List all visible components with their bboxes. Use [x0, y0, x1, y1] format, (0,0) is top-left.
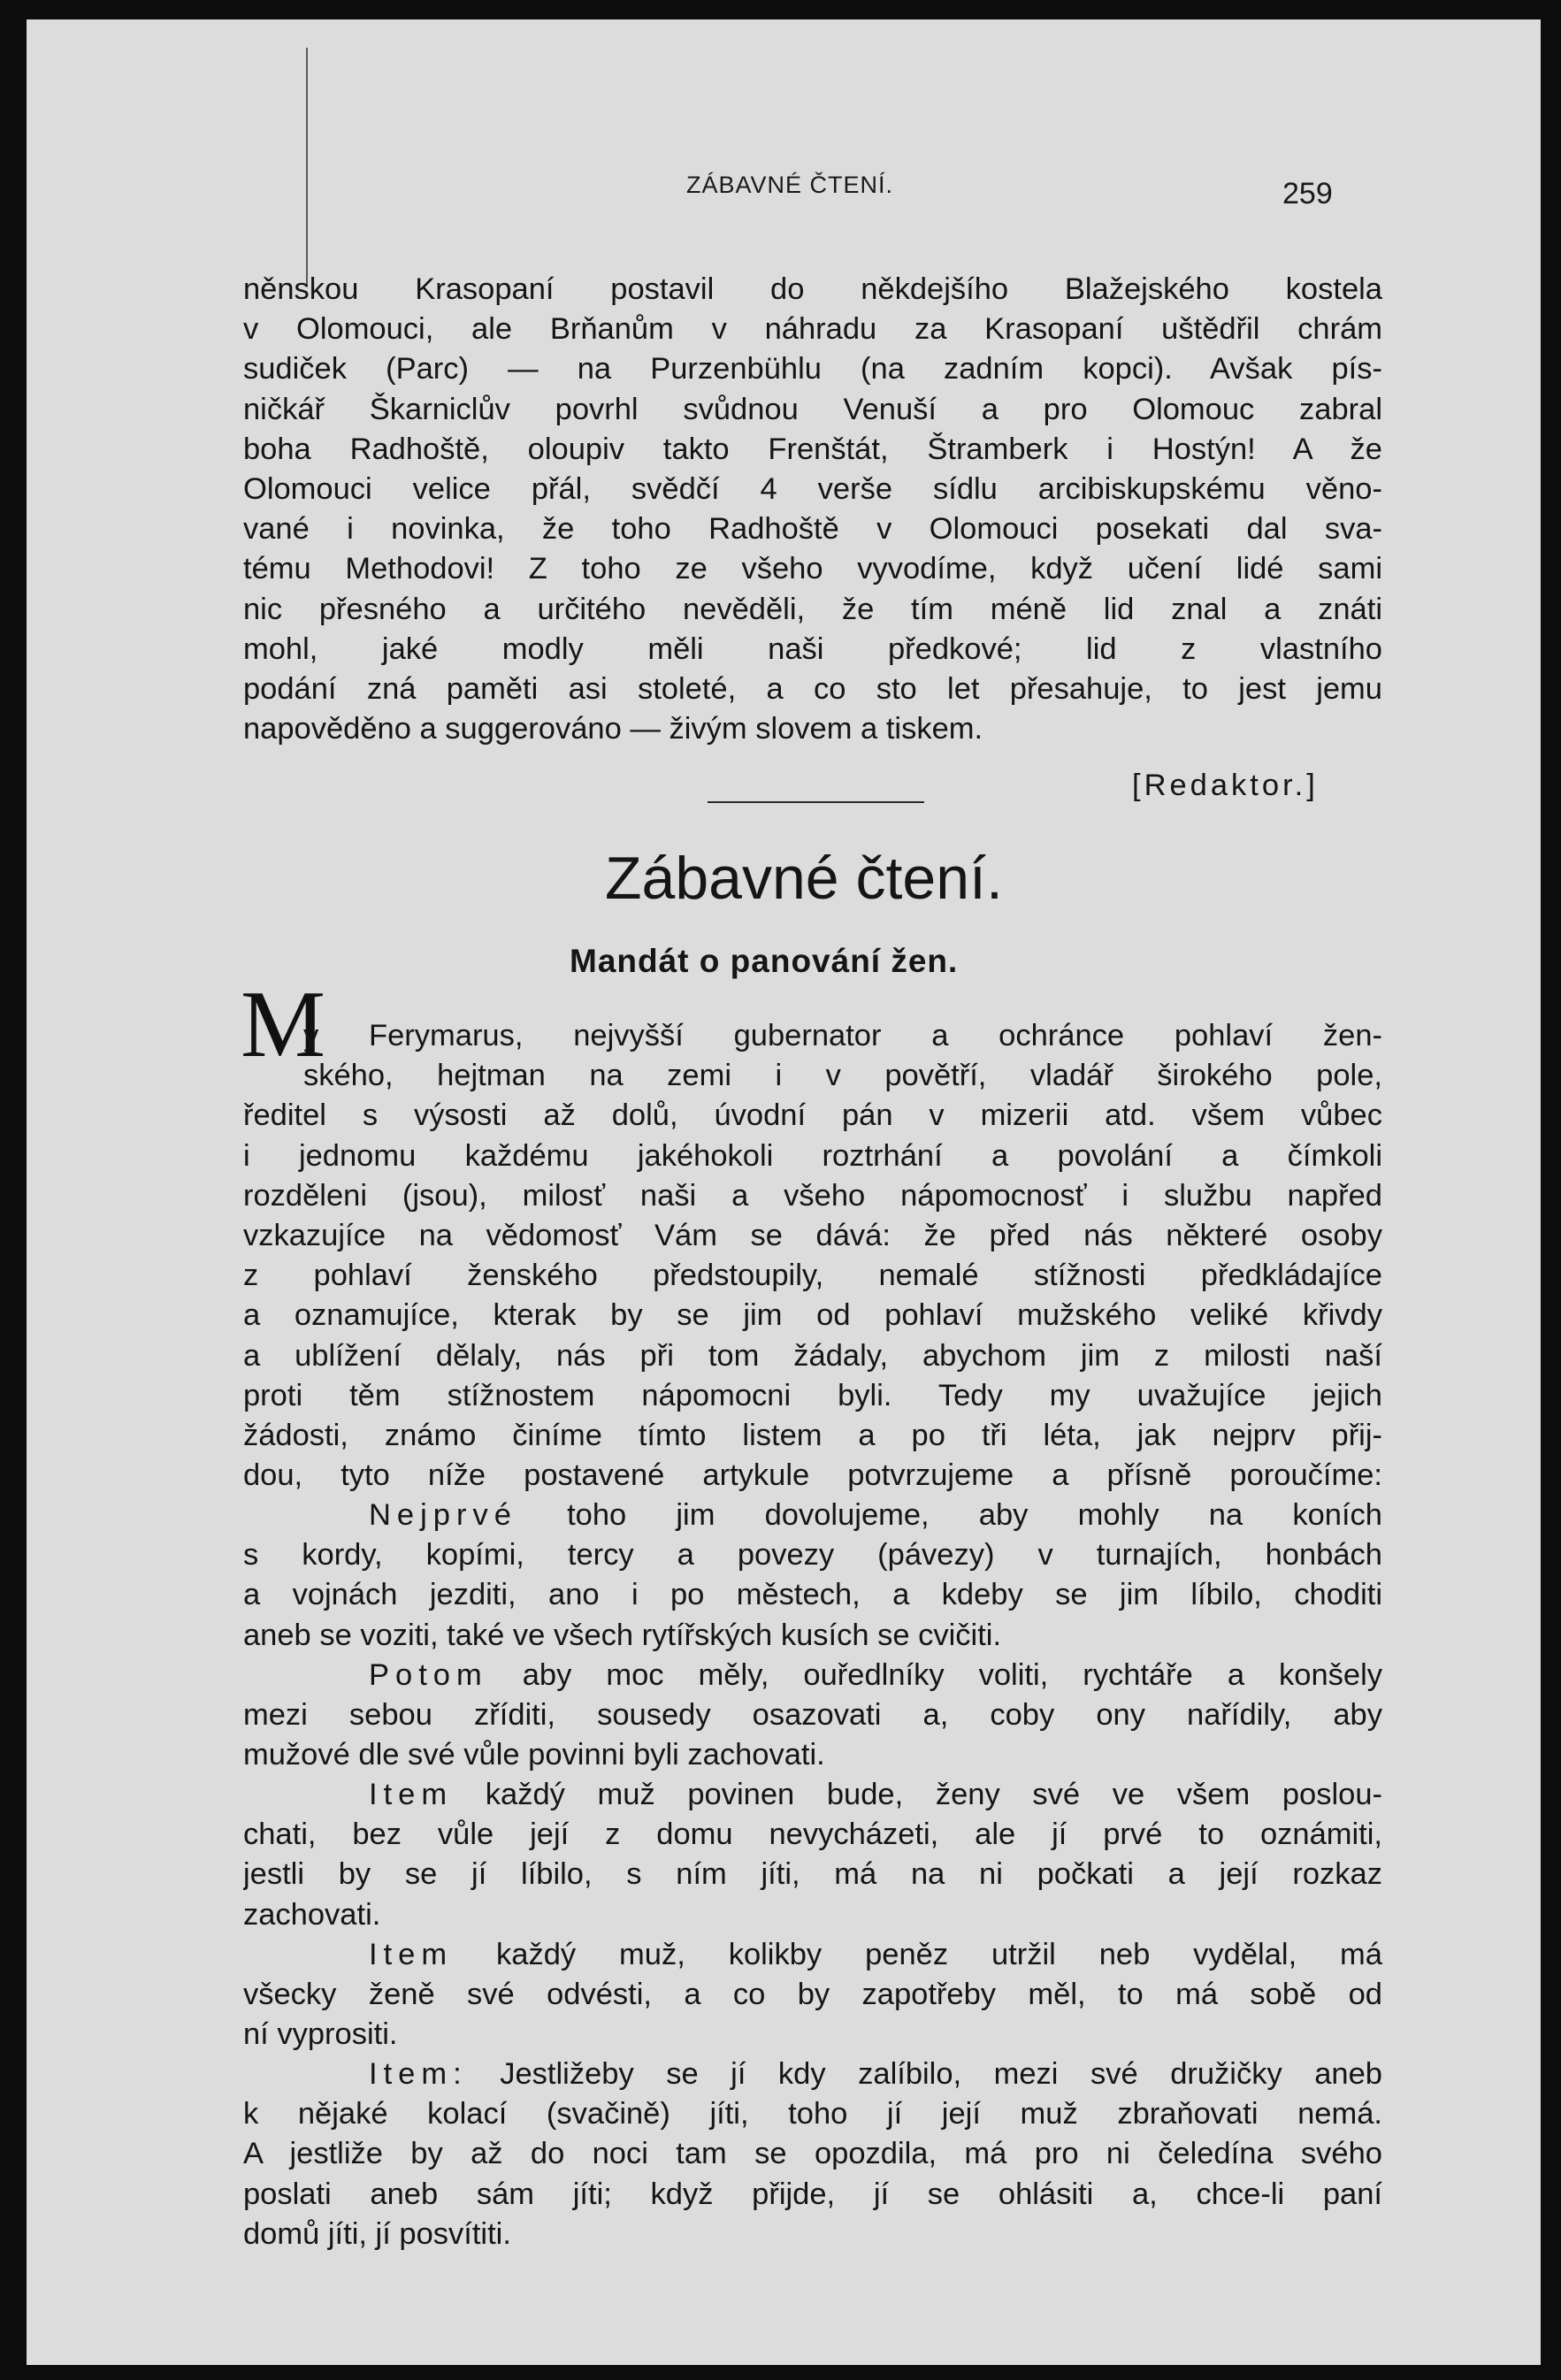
text-line: podání zná paměti asi stoleté, a co sto let přesahuje, to jest jemu: [243, 672, 1382, 707]
text-line: Potom aby moc měly, ouředlníky voliti, rychtáře a konšely: [369, 1658, 1382, 1692]
text-line: rozděleni (jsou), milosť naši a všeho nápomocnosť i službu napřed: [243, 1178, 1382, 1213]
text-line: napověděno a suggerováno — živým slovem a tiskem.: [243, 712, 983, 746]
text-line: žádosti, známo činíme tímto listem a po tři léta, jak nejprv přij-: [243, 1419, 1382, 1453]
text-line: i jednomu každému jakéhokoli roztrhání a povolání a čímkoli: [243, 1138, 1382, 1173]
article-lead: Item: [369, 1938, 454, 1971]
text-line: ředitel s výsosti až dolů, úvodní pán v mizerii atd. všem vůbec: [243, 1098, 1382, 1133]
text-line: Olomouci velice přál, svědčí 4 verše sídlu arcibiskupskému věno-: [243, 472, 1382, 507]
article-item-1: [243, 1775, 1382, 1935]
section-divider: [708, 801, 924, 803]
text-line: něnskou Krasopaní postavil do někdejšího Blažejského kostela: [243, 272, 1382, 306]
text-line: mužové dle své vůle povinni byli zachovati.: [243, 1738, 825, 1772]
text-line: vzkazujíce na vědomosť Vám se dává: že před nás některé osoby: [243, 1219, 1382, 1253]
text-line: vané i novinka, že toho Radhoště v Olomouci posekati dal sva-: [243, 512, 1382, 547]
mandate-opening-paragraph: [243, 1016, 1382, 1496]
text-line: poslati aneb sám jíti; když přijde, jí se ohlásiti a, chce-li paní: [243, 2177, 1382, 2211]
page-number: 259: [1282, 177, 1333, 210]
text-line: Item každý muž, kolikby peněz utržil neb vydělal, má: [369, 1938, 1382, 1971]
text-line: v Olomouci, ale Brňanům v náhradu za Krasopaní uštědřil chrám: [243, 312, 1382, 347]
text-line: tému Methodovi! Z toho ze všeho vyvodíme, když učení lidé sami: [243, 552, 1382, 586]
text-line: boha Radhoště, oloupiv takto Frenštát, Štramberk i Hostýn! A že: [243, 432, 1382, 466]
text-line: a oznamujíce, kterak by se jim od pohlaví mužského veliké křivdy: [243, 1298, 1382, 1333]
section-title: Zábavné čtení.: [605, 845, 1003, 912]
margin-rule: [306, 48, 308, 287]
text-line: dou, tyto níže postavené artykule potvrzujeme a přísně poroučíme:: [243, 1458, 1382, 1493]
text-line: ského, hejtman na zemi i v povětří, vladář širokého pole,: [303, 1059, 1382, 1093]
article-potom: [243, 1656, 1382, 1776]
text-line: Nejprvé toho jim dovolujeme, aby mohly na koních: [369, 1498, 1382, 1532]
text-line: všecky ženě své odvésti, a co by zapotřeby měl, to má sobě od: [243, 1978, 1382, 2012]
text-line: domů jíti, jí posvítiti.: [243, 2216, 511, 2251]
article-subtitle: Mandát o panování žen.: [570, 943, 959, 979]
text-line: A jestliže by až do noci tam se opozdila, má pro ni čeledína svého: [243, 2137, 1382, 2171]
text-line: s kordy, kopími, tercy a povezy (pávezy) v turnajích, honbách: [243, 1538, 1382, 1573]
article-item-3: [243, 2055, 1382, 2254]
intro-paragraph: [243, 270, 1382, 749]
article-item-2: [243, 1935, 1382, 2055]
text-line: sudiček (Parc) — na Purzenbühlu (na zadním kopci). Avšak pís-: [243, 352, 1382, 386]
text-line: mezi sebou zříditi, sousedy osazovati a, coby ony nařídily, aby: [243, 1698, 1382, 1733]
text-line: y Ferymarus, nejvyšší gubernator a ochránce pohlaví žen-: [303, 1019, 1382, 1052]
text-line: ní vyprositi.: [243, 2017, 398, 2052]
text-line: a ublížení dělaly, nás při tom žádaly, abychom jim z milosti naší: [243, 1338, 1382, 1373]
running-head: ZÁBAVNÉ ČTENÍ.: [686, 172, 894, 198]
book-page: [27, 19, 1541, 2365]
text-line: a vojnách jezditi, ano i po městech, a kdeby se jim líbilo, choditi: [243, 1578, 1382, 1612]
text-line: ničkář Škarniclův povrhl svůdnou Venuší a pro Olomouc zabral: [243, 392, 1382, 426]
text-line: jestli by se jí líbilo, s ním jíti, má na ni počkati a její rozkaz: [243, 1857, 1382, 1892]
text-line: k nějaké kolací (svačině) jíti, toho jí její muž zbraňovati nemá.: [243, 2097, 1382, 2131]
article-lead: Nejprvé: [369, 1498, 517, 1532]
text-line: Item každý muž povinen bude, ženy své ve všem poslou-: [369, 1778, 1382, 1811]
text-line: proti těm stížnostem nápomocni byli. Tedy my uvažujíce jejich: [243, 1378, 1382, 1412]
article-lead: Item: [369, 1778, 454, 1811]
article-nejprve: [243, 1496, 1382, 1656]
editor-signature: [Redaktor.]: [1132, 769, 1319, 802]
drop-cap: M: [241, 972, 326, 1077]
text-line: chati, bez vůle její z domu nevycházeti, ale jí prvé to oznámiti,: [243, 1818, 1382, 1852]
text-line: nic přesného a určitého nevěděli, že tím méně lid znal a znáti: [243, 592, 1382, 626]
text-line: mohl, jaké modly měli naši předkové; lid z vlastního: [243, 631, 1382, 666]
text-line: aneb se voziti, také ve všech rytířských kusích se cvičiti.: [243, 1618, 1002, 1652]
article-lead: Item:: [369, 2057, 468, 2091]
text-line: zachovati.: [243, 1897, 381, 1932]
article-lead: Potom: [369, 1658, 488, 1692]
text-line: z pohlaví ženského předstoupily, nemalé stížnosti předkládajíce: [243, 1259, 1382, 1293]
text-line: Item: Jestližeby se jí kdy zalíbilo, mezi své družičky aneb: [369, 2057, 1382, 2091]
